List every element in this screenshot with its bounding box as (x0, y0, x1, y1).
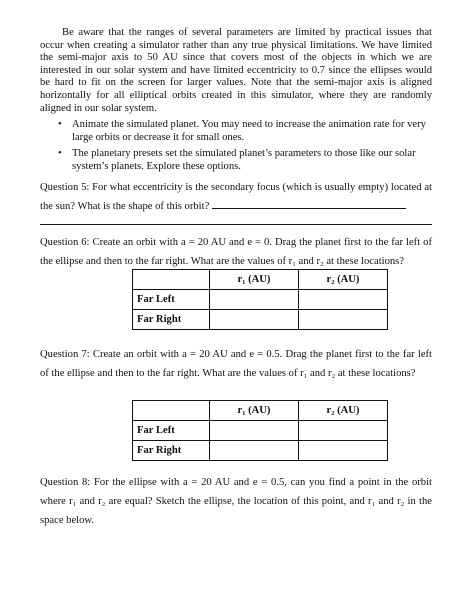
table-cell (210, 310, 299, 330)
answer-table-q7 (132, 400, 388, 461)
bullet-dot-icon: • (58, 148, 62, 160)
table-cell (299, 421, 388, 441)
row-label: Far Right (133, 310, 210, 330)
table-header-row (133, 270, 388, 290)
table-cell (299, 310, 388, 330)
table-row (133, 441, 388, 461)
table-row (133, 290, 388, 310)
column-header: r₂ (AU) (299, 401, 388, 421)
answer-line (40, 224, 432, 225)
question-7: Question 7: Create an orbit with a = 20 AU and e = 0.5. Drag the planet first to the far left of the ellipse and then to the far right. What are the values of r₁ and r₂ at these locations? (40, 349, 432, 379)
column-header: r₂ (AU) (299, 270, 388, 290)
bullet-item: • The planetary presets set the simulated planet’s parameters to those like our solar system’s planets. Explore these options. (58, 148, 416, 172)
table-cell (210, 290, 299, 310)
answer-table-q6 (132, 269, 388, 330)
table-cell (210, 441, 299, 461)
row-label: Far Left (133, 421, 210, 441)
intro-paragraph: Be aware that the ranges of several parameters are limited by practical issues that occur when creating a simulator rather than any true physical limitations. We have limited the semi-major axis to 50 AU since that covers most of the objects in which we are interested in our solar system and have limited eccentricity to 0.7 since the ellipses would be hard to fit on the screen for larger values. Note that the semi-major axis is aligned horizontally for all elliptical orbits created in this simulator, where they are randomly aligned in our solar system. (40, 27, 432, 114)
row-label: Far Left (133, 290, 210, 310)
question-5: Question 5: For what eccentricity is the secondary focus (which is usually empty) located at the sun? What is the shape of this orbit? (40, 182, 432, 212)
table-row (133, 421, 388, 441)
bullet-item: • Animate the simulated planet. You may need to increase the animation rate for very large orbits or decrease it for small ones. (58, 119, 426, 143)
question-8: Question 8: For the ellipse with a = 20 AU and e = 0.5, can you find a point in the orbit where r₁ and r₂ are equal? Sketch the ellipse, the location of this point, and r₁ and r₂ in the space below. (40, 477, 432, 526)
row-label: Far Right (133, 441, 210, 461)
table-cell (299, 290, 388, 310)
table-cell (210, 421, 299, 441)
column-header: r₁ (AU) (210, 401, 299, 421)
bullet-list (58, 119, 432, 177)
answer-blank (212, 198, 406, 209)
column-header: r₁ (AU) (210, 270, 299, 290)
bullet-dot-icon: • (58, 119, 62, 130)
table-header-row (133, 401, 388, 421)
question-6: Question 6: Create an orbit with a = 20 AU and e = 0. Drag the planet first to the far left of the ellipse and then to the far right. What are the values of r₁ and r₂ at these locations? (40, 237, 432, 267)
table-cell (299, 441, 388, 461)
table-row (133, 310, 388, 330)
